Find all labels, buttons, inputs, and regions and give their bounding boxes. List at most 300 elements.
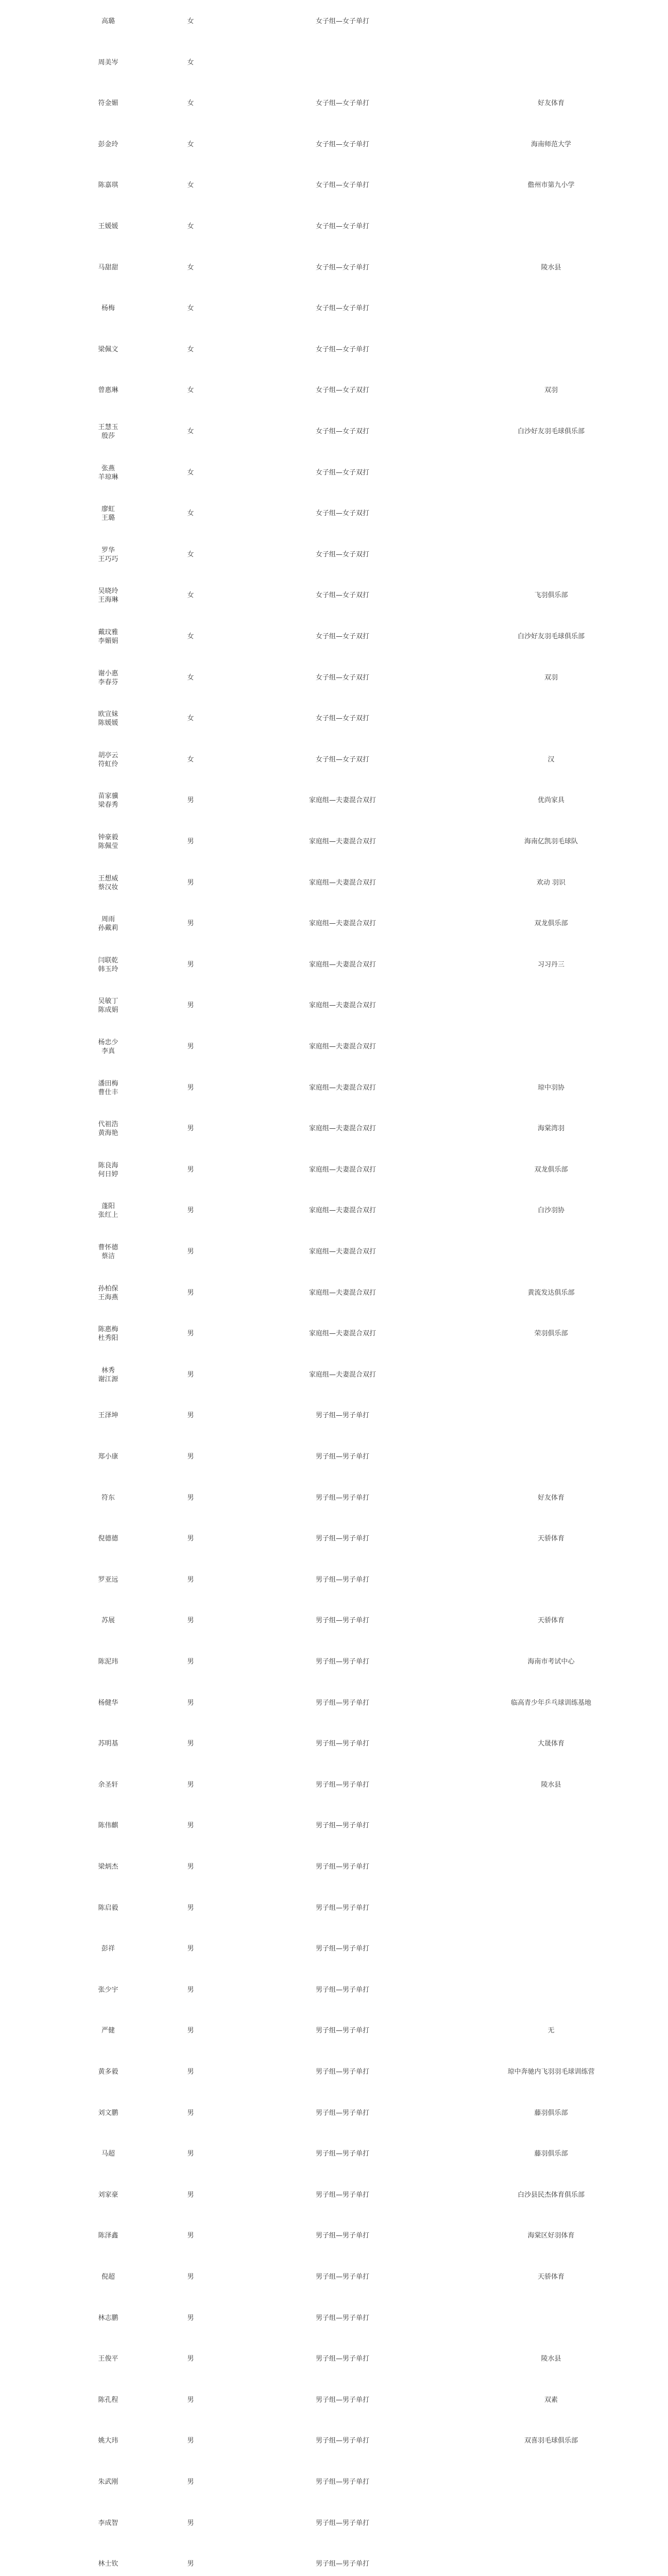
gender-cell: 男 xyxy=(187,960,194,969)
gender-cell: 女 xyxy=(187,99,194,108)
unit-cell: 习习丹三 xyxy=(537,960,564,969)
unit-cell: 白沙羽协 xyxy=(537,1207,564,1215)
player-name: 杨健华 xyxy=(98,1699,118,1707)
event-cell: 男子组—男子单打 xyxy=(315,1494,369,1502)
player-name: 张红上 xyxy=(98,1211,118,1219)
event-cell: 男子组—男子单打 xyxy=(315,2027,369,2035)
player-name-cell xyxy=(62,751,155,769)
player-name-cell xyxy=(62,2560,155,2568)
player-name-cell xyxy=(62,956,155,974)
player-name-cell xyxy=(62,710,155,727)
player-name-cell xyxy=(62,1821,155,1830)
unit-cell: 双龙俱乐部 xyxy=(534,920,568,928)
player-name: 陈成娟 xyxy=(98,1006,118,1014)
gender-cell: 男 xyxy=(187,1945,194,1953)
event-cell: 家庭组—夫妻混合双打 xyxy=(309,1043,376,1050)
gender-cell: 男 xyxy=(187,1453,194,1461)
unit-cell: 海南市考试中心 xyxy=(527,1658,575,1666)
player-name-cell xyxy=(62,1038,155,1056)
unit-cell: 好友体育 xyxy=(537,1494,564,1502)
unit-cell: 白沙好友羽毛球俱乐部 xyxy=(517,428,585,435)
event-cell: 男子组—男子单打 xyxy=(315,1822,369,1830)
unit-cell: 双龙俱乐部 xyxy=(534,1165,568,1174)
gender-cell: 男 xyxy=(187,2273,194,2281)
player-name: 李春芬 xyxy=(98,678,118,686)
player-name: 梁炳杰 xyxy=(98,1863,118,1871)
player-name: 苏明基 xyxy=(98,1740,118,1748)
player-name-cell xyxy=(62,505,155,522)
player-name-cell xyxy=(62,2478,155,2486)
gender-cell: 男 xyxy=(187,796,194,805)
unit-cell: 双羽 xyxy=(544,386,558,395)
player-name-cell xyxy=(62,181,155,190)
player-name: 张燕 xyxy=(101,464,115,472)
gender-cell: 男 xyxy=(187,1740,194,1748)
player-name: 闫联乾 xyxy=(98,956,118,964)
gender-cell: 男 xyxy=(187,1289,194,1297)
player-name-cell xyxy=(62,2231,155,2240)
event-cell: 男子组—男子单打 xyxy=(315,1986,369,1994)
player-name-cell xyxy=(62,2191,155,2199)
player-name-cell xyxy=(62,1944,155,1953)
player-name: 代祖浩 xyxy=(98,1121,118,1129)
gender-cell: 女 xyxy=(187,223,194,230)
event-cell: 男子组—男子单打 xyxy=(315,1904,369,1912)
event-cell: 男子组—男子单打 xyxy=(315,1412,369,1420)
gender-cell: 女 xyxy=(187,715,194,723)
event-cell: 女子组—女子单打 xyxy=(315,99,369,108)
gender-cell: 男 xyxy=(187,1986,194,1994)
unit-cell: 海南亿凯羽毛球队 xyxy=(524,838,578,845)
gender-cell: 男 xyxy=(187,1043,194,1050)
player-name: 曾惠琳 xyxy=(98,386,118,395)
player-name-cell xyxy=(62,17,155,26)
player-name: 欧宣妹 xyxy=(98,710,118,719)
gender-cell: 男 xyxy=(187,1002,194,1010)
player-name: 郑小康 xyxy=(98,1453,118,1461)
player-name-cell xyxy=(62,546,155,564)
player-name-cell xyxy=(62,263,155,272)
gender-cell: 男 xyxy=(187,2478,194,2486)
unit-cell: 白沙好友羽毛球俱乐部 xyxy=(517,633,585,640)
player-name: 羊琼琳 xyxy=(98,473,118,481)
player-name-cell xyxy=(62,1325,155,1343)
gender-cell: 男 xyxy=(187,1330,194,1338)
player-name: 廖虹 xyxy=(101,505,115,514)
event-cell: 男子组—男子单打 xyxy=(315,2519,369,2527)
player-name-cell xyxy=(62,587,155,604)
player-name-cell xyxy=(62,1161,155,1179)
player-name: 陈启毅 xyxy=(98,1904,118,1912)
player-name: 陈泽鑫 xyxy=(98,2232,118,2240)
event-cell: 家庭组—夫妻混合双打 xyxy=(309,1083,376,1092)
unit-cell: 琼中奔驰内飞羽羽毛球训练营 xyxy=(507,2068,595,2076)
player-name-cell xyxy=(62,833,155,851)
event-cell: 男子组—男子单打 xyxy=(315,2109,369,2117)
gender-cell: 男 xyxy=(187,1904,194,1912)
player-name: 蔡汉妆 xyxy=(98,883,118,891)
player-name-cell xyxy=(62,1862,155,1871)
player-name: 彭金玲 xyxy=(98,140,118,148)
unit-cell: 欢动 羽识 xyxy=(536,878,566,887)
player-name: 陈嘉琪 xyxy=(98,181,118,190)
event-cell: 男子组—男子单打 xyxy=(315,1575,369,1584)
event-cell: 男子组—男子单打 xyxy=(315,1453,369,1461)
gender-cell: 男 xyxy=(187,1781,194,1789)
event-cell: 家庭组—夫妻混合双打 xyxy=(309,796,376,805)
event-cell: 家庭组—夫妻混合双打 xyxy=(309,1330,376,1338)
gender-cell: 男 xyxy=(187,1617,194,1625)
player-name: 潘田梅 xyxy=(98,1079,118,1088)
player-name: 王海琳 xyxy=(98,596,118,604)
gender-cell: 女 xyxy=(187,140,194,148)
unit-cell: 双素 xyxy=(544,2396,558,2404)
event-cell: 女子组—女子单打 xyxy=(315,263,369,272)
event-cell: 女子组—女子单打 xyxy=(315,345,369,353)
player-name: 胡亭云 xyxy=(98,751,118,759)
player-name: 林志鹏 xyxy=(98,2314,118,2322)
gender-cell: 男 xyxy=(187,1248,194,1256)
player-name: 李成智 xyxy=(98,2519,118,2527)
gender-cell: 男 xyxy=(187,1822,194,1830)
gender-cell: 男 xyxy=(187,1370,194,1379)
gender-cell: 女 xyxy=(187,386,194,395)
gender-cell: 男 xyxy=(187,2355,194,2363)
event-cell: 男子组—男子单打 xyxy=(315,2437,369,2445)
player-name: 陈伟麒 xyxy=(98,1822,118,1830)
gender-cell: 女 xyxy=(187,304,194,313)
player-name: 符金媚 xyxy=(98,99,118,108)
player-name: 梁春秀 xyxy=(98,801,118,809)
event-cell: 女子组—女子双打 xyxy=(315,550,369,558)
unit-cell: 天骄体育 xyxy=(537,1617,564,1625)
gender-cell: 男 xyxy=(187,1165,194,1174)
player-name: 孙柏保 xyxy=(98,1284,118,1293)
unit-cell: 陵水县 xyxy=(541,2355,561,2363)
player-name: 钟豪毅 xyxy=(98,834,118,841)
event-cell: 女子组—女子双打 xyxy=(315,673,369,682)
event-cell: 家庭组—夫妻混合双打 xyxy=(309,1370,376,1379)
gender-cell: 男 xyxy=(187,2560,194,2568)
event-cell: 男子组—男子单打 xyxy=(315,2068,369,2076)
player-name: 林秀 xyxy=(101,1366,115,1375)
player-name-cell xyxy=(62,222,155,231)
player-name: 陈孔程 xyxy=(98,2396,118,2404)
event-cell: 女子组—女子双打 xyxy=(315,591,369,600)
player-name-cell xyxy=(62,2519,155,2528)
gender-cell: 男 xyxy=(187,2314,194,2322)
gender-cell: 女 xyxy=(187,550,194,558)
player-name: 陈良海 xyxy=(98,1161,118,1170)
player-name: 蓬阳 xyxy=(101,1202,115,1211)
player-name-cell xyxy=(62,2354,155,2363)
player-name: 倪德德 xyxy=(98,1535,118,1543)
player-name-cell xyxy=(62,997,155,1014)
event-cell: 男子组—男子单打 xyxy=(315,2355,369,2363)
player-name: 林士钦 xyxy=(98,2560,118,2568)
player-name-cell xyxy=(62,1616,155,1625)
event-cell: 女子组—女子双打 xyxy=(315,755,369,764)
event-cell: 男子组—男子单打 xyxy=(315,2314,369,2322)
gender-cell: 男 xyxy=(187,1494,194,1502)
player-name: 刘家豪 xyxy=(98,2191,118,2199)
player-name: 马超 xyxy=(101,2150,115,2158)
player-name: 倪超 xyxy=(101,2273,115,2281)
event-cell: 男子组—男子单打 xyxy=(315,1863,369,1871)
player-name: 吴晓玲 xyxy=(98,587,118,596)
player-name-cell xyxy=(62,1904,155,1912)
event-cell: 女子组—女子单打 xyxy=(315,140,369,148)
player-name-cell xyxy=(62,1411,155,1420)
gender-cell: 男 xyxy=(187,1575,194,1584)
player-name-cell xyxy=(62,140,155,149)
event-cell: 家庭组—夫妻混合双打 xyxy=(309,1207,376,1215)
player-name-cell xyxy=(62,669,155,687)
unit-cell: 双喜羽毛球俱乐部 xyxy=(524,2437,578,2445)
gender-cell: 女 xyxy=(187,468,194,477)
gender-cell: 女 xyxy=(187,58,194,66)
gender-cell: 男 xyxy=(187,2150,194,2158)
event-cell: 男子组—男子单打 xyxy=(315,2232,369,2240)
player-name: 王巧巧 xyxy=(98,555,118,563)
unit-cell: 海棠湾羽 xyxy=(537,1125,564,1133)
player-name-cell xyxy=(62,304,155,313)
player-name: 王慧玉 xyxy=(98,423,118,431)
event-cell: 男子组—男子单打 xyxy=(315,1535,369,1543)
gender-cell: 女 xyxy=(187,510,194,518)
player-name: 罗华 xyxy=(101,546,115,554)
player-name: 蔡洁 xyxy=(101,1252,115,1260)
player-name-cell xyxy=(62,58,155,67)
event-cell: 女子组—女子双打 xyxy=(315,428,369,435)
player-name-cell xyxy=(62,2109,155,2117)
gender-cell: 男 xyxy=(187,1083,194,1092)
player-name-cell xyxy=(62,792,155,809)
gender-cell: 女 xyxy=(187,673,194,682)
event-cell: 男子组—男子单打 xyxy=(315,1781,369,1789)
player-name: 朱武刚 xyxy=(98,2478,118,2486)
player-name: 严健 xyxy=(101,2027,115,2035)
player-name: 苏展 xyxy=(101,1617,115,1625)
unit-cell: 好友体育 xyxy=(537,99,564,108)
player-name: 陈惠梅 xyxy=(98,1326,118,1334)
player-name: 戴玟雅 xyxy=(98,629,118,636)
player-name-cell xyxy=(62,1986,155,1994)
gender-cell: 女 xyxy=(187,263,194,272)
player-name-cell xyxy=(62,2026,155,2035)
player-name: 陈泥玮 xyxy=(98,1658,118,1666)
player-name-cell xyxy=(62,1575,155,1584)
player-name: 周美岑 xyxy=(98,58,118,66)
event-cell: 男子组—男子单打 xyxy=(315,1945,369,1953)
player-name: 谢江源 xyxy=(98,1375,118,1383)
player-name: 吴敏丁 xyxy=(98,997,118,1006)
player-name: 高璐 xyxy=(101,18,115,25)
gender-cell: 女 xyxy=(187,345,194,353)
event-cell: 家庭组—夫妻混合双打 xyxy=(309,838,376,845)
event-cell: 男子组—男子单打 xyxy=(315,2191,369,2199)
event-cell: 男子组—男子单打 xyxy=(315,2273,369,2281)
player-name: 符虹伶 xyxy=(98,760,118,768)
player-name: 陈佩莹 xyxy=(98,842,118,850)
event-cell: 女子组—女子单打 xyxy=(315,304,369,313)
player-name: 孙戴莉 xyxy=(98,924,118,933)
player-name-cell xyxy=(62,2436,155,2445)
unit-cell: 优尚家具 xyxy=(537,796,564,805)
player-name: 王泽坤 xyxy=(98,1412,118,1420)
unit-cell: 荣羽俱乐部 xyxy=(534,1330,568,1338)
unit-cell: 汉 xyxy=(547,755,555,764)
player-name: 刘文鹏 xyxy=(98,2109,118,2117)
player-name-cell xyxy=(62,1202,155,1219)
unit-cell: 飞羽俱乐部 xyxy=(534,591,568,600)
gender-cell: 男 xyxy=(187,2232,194,2240)
player-name: 王想威 xyxy=(98,874,118,883)
player-name-cell xyxy=(62,1243,155,1261)
unit-cell: 临高青少年乒乓球训练基地 xyxy=(510,1699,591,1707)
event-cell: 家庭组—夫妻混合双打 xyxy=(309,1248,376,1256)
player-name-cell xyxy=(62,2273,155,2281)
event-cell: 男子组—男子单打 xyxy=(315,1617,369,1625)
player-name: 符东 xyxy=(101,1494,115,1502)
event-cell: 女子组—女子单打 xyxy=(315,18,369,25)
event-cell: 女子组—女子双打 xyxy=(315,386,369,395)
event-cell: 女子组—女子单打 xyxy=(315,181,369,190)
player-name: 苗家骥 xyxy=(98,792,118,801)
player-name-cell xyxy=(62,1739,155,1748)
player-name: 殷莎 xyxy=(101,432,115,440)
gender-cell: 男 xyxy=(187,2396,194,2404)
event-cell: 男子组—男子单打 xyxy=(315,2150,369,2158)
player-name: 梁佩文 xyxy=(98,345,118,353)
gender-cell: 女 xyxy=(187,18,194,25)
gender-cell: 男 xyxy=(187,2191,194,2199)
player-name-cell xyxy=(62,2149,155,2158)
player-name-cell xyxy=(62,345,155,354)
player-name-cell xyxy=(62,628,155,646)
player-name-cell xyxy=(62,1657,155,1666)
gender-cell: 女 xyxy=(187,428,194,435)
player-name: 曹仕丰 xyxy=(98,1088,118,1096)
player-name: 陈媛媛 xyxy=(98,719,118,727)
player-name-cell xyxy=(62,874,155,892)
player-name: 曹怀德 xyxy=(98,1244,118,1251)
gender-cell: 女 xyxy=(187,633,194,640)
event-cell: 女子组—女子双打 xyxy=(315,633,369,640)
player-name-cell xyxy=(62,1699,155,1707)
player-name-cell xyxy=(62,1494,155,1502)
player-name-cell xyxy=(62,1120,155,1138)
event-cell: 女子组—女子双打 xyxy=(315,715,369,723)
unit-cell: 藤羽俱乐部 xyxy=(534,2150,568,2158)
gender-cell: 男 xyxy=(187,1699,194,1707)
player-name: 马甜甜 xyxy=(98,263,118,272)
player-name: 周雨 xyxy=(101,916,115,924)
event-cell: 家庭组—夫妻混合双打 xyxy=(309,920,376,928)
player-name-cell xyxy=(62,1284,155,1302)
player-name: 何日婷 xyxy=(98,1170,118,1178)
gender-cell: 男 xyxy=(187,2437,194,2445)
unit-cell: 陵水县 xyxy=(541,1781,561,1789)
event-cell: 男子组—男子单打 xyxy=(315,1658,369,1666)
unit-cell: 白沙县民杰体育俱乐部 xyxy=(517,2191,585,2199)
gender-cell: 男 xyxy=(187,878,194,887)
player-name-cell xyxy=(62,1781,155,1789)
event-cell: 家庭组—夫妻混合双打 xyxy=(309,1125,376,1133)
event-cell: 家庭组—夫妻混合双打 xyxy=(309,1002,376,1010)
player-name-cell xyxy=(62,2067,155,2076)
gender-cell: 男 xyxy=(187,1535,194,1543)
unit-cell: 琼中羽协 xyxy=(537,1083,564,1092)
player-name-cell xyxy=(62,464,155,482)
event-cell: 男子组—男子单打 xyxy=(315,2560,369,2568)
player-name: 张少宇 xyxy=(98,1986,118,1994)
gender-cell: 男 xyxy=(187,2109,194,2117)
player-name: 余圣轩 xyxy=(98,1781,118,1789)
player-name: 杨忠少 xyxy=(98,1039,118,1046)
player-name-cell xyxy=(62,2314,155,2323)
unit-cell: 双羽 xyxy=(544,673,558,682)
unit-cell: 无 xyxy=(547,2027,555,2035)
player-name: 谢小惠 xyxy=(98,669,118,677)
player-name-cell xyxy=(62,99,155,108)
player-name: 黄海艳 xyxy=(98,1129,118,1138)
event-cell: 女子组—女子双打 xyxy=(315,510,369,518)
event-cell: 男子组—男子单打 xyxy=(315,2396,369,2404)
player-name: 李媚娟 xyxy=(98,637,118,645)
gender-cell: 男 xyxy=(187,1863,194,1871)
player-name: 李真 xyxy=(101,1047,115,1055)
event-cell: 家庭组—夫妻混合双打 xyxy=(309,878,376,887)
player-name-cell xyxy=(62,1452,155,1461)
gender-cell: 男 xyxy=(187,2068,194,2076)
player-name: 罗亚远 xyxy=(98,1575,118,1584)
gender-cell: 女 xyxy=(187,591,194,600)
gender-cell: 男 xyxy=(187,1125,194,1133)
player-name-cell xyxy=(62,1366,155,1384)
player-name: 黄多毅 xyxy=(98,2068,118,2076)
event-cell: 男子组—男子单打 xyxy=(315,1740,369,1748)
player-name-cell xyxy=(62,915,155,933)
unit-cell: 海棠区好羽体育 xyxy=(527,2232,575,2240)
gender-cell: 男 xyxy=(187,2519,194,2527)
player-name-cell xyxy=(62,1534,155,1543)
gender-cell: 男 xyxy=(187,1658,194,1666)
gender-cell: 男 xyxy=(187,1207,194,1215)
player-name: 韩玉玲 xyxy=(98,965,118,973)
player-name-cell xyxy=(62,423,155,440)
player-name: 王海燕 xyxy=(98,1293,118,1301)
unit-cell: 大晟体育 xyxy=(537,1740,564,1748)
player-name: 杨梅 xyxy=(101,304,115,313)
gender-cell: 男 xyxy=(187,1412,194,1420)
unit-cell: 海南师范大学 xyxy=(530,140,571,148)
event-cell: 女子组—女子单打 xyxy=(315,223,369,230)
gender-cell: 男 xyxy=(187,2027,194,2035)
event-cell: 家庭组—夫妻混合双打 xyxy=(309,960,376,969)
unit-cell: 儋州市第九小学 xyxy=(527,181,575,190)
unit-cell: 藤羽俱乐部 xyxy=(534,2109,568,2117)
event-cell: 家庭组—夫妻混合双打 xyxy=(309,1289,376,1297)
player-name-cell xyxy=(62,1079,155,1097)
player-name-cell xyxy=(62,386,155,395)
event-cell: 男子组—男子单打 xyxy=(315,1699,369,1707)
player-name-cell xyxy=(62,2396,155,2404)
player-name: 杜秀阳 xyxy=(98,1334,118,1343)
player-name: 王媛媛 xyxy=(98,223,118,230)
event-cell: 男子组—男子单打 xyxy=(315,2478,369,2486)
event-cell: 家庭组—夫妻混合双打 xyxy=(309,1165,376,1174)
